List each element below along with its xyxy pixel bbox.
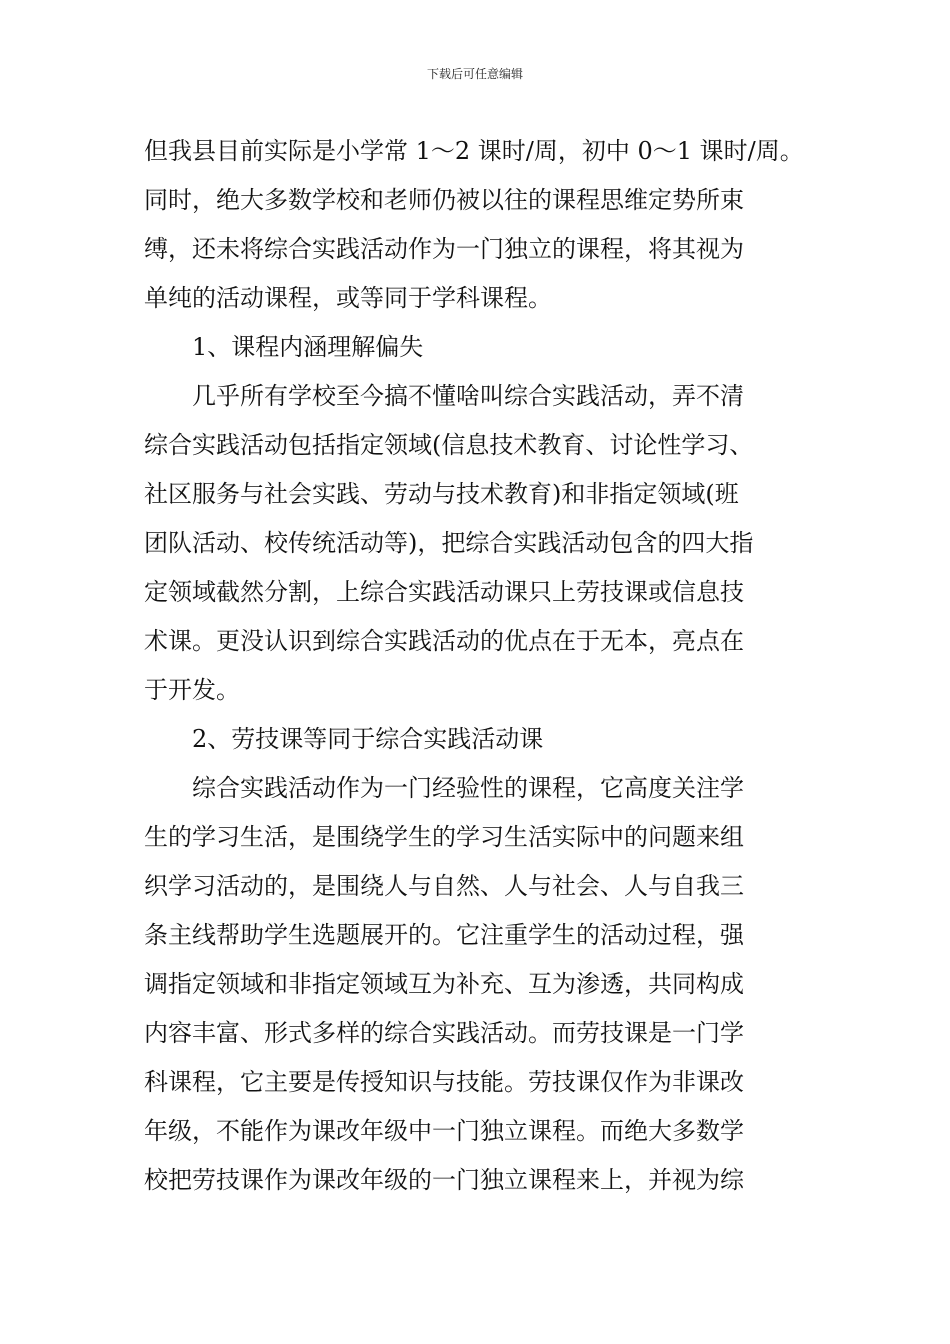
- text-line: 综合实践活动包括指定领域(信息技术教育、讨论性学习、: [144, 431, 754, 459]
- text-line: 校把劳技课作为课改年级的一门独立课程来上，并视为综: [144, 1166, 744, 1194]
- text-line: 同时，绝大多数学校和老师仍被以往的课程思维定势所束: [144, 186, 744, 214]
- page-header: 下载后可任意编辑: [426, 67, 523, 81]
- text-line: 术课。更没认识到综合实践活动的优点在于无本，亮点在: [144, 627, 744, 655]
- text-line: 几乎所有学校至今搞不懂啥叫综合实践活动，弄不清: [192, 382, 744, 410]
- text-line: 调指定领域和非指定领域互为补充、互为渗透，共同构成: [144, 970, 744, 998]
- text-line: 2、劳技课等同于综合实践活动课: [192, 725, 544, 753]
- text-line: 织学习活动的，是围绕人与自然、人与社会、人与自我三: [144, 872, 744, 900]
- text-line: 条主线帮助学生选题展开的。它注重学生的活动过程，强: [144, 921, 744, 949]
- text-line: 生的学习生活，是围绕学生的学习生活实际中的问题来组: [144, 823, 744, 851]
- text-line: 定领域截然分割，上综合实践活动课只上劳技课或信息技: [144, 578, 744, 606]
- text-line: 社区服务与社会实践、劳动与技术教育)和非指定领域(班: [144, 480, 739, 508]
- text-line: 1、课程内涵理解偏失: [192, 333, 424, 361]
- text-line: 科课程，它主要是传授知识与技能。劳技课仅作为非课改: [144, 1068, 744, 1096]
- text-line: 团队活动、校传统活动等)，把综合实践活动包含的四大指: [144, 529, 754, 557]
- text-line: 内容丰富、形式多样的综合实践活动。而劳技课是一门学: [144, 1019, 744, 1047]
- text-line: 综合实践活动作为一门经验性的课程，它高度关注学: [192, 774, 744, 802]
- text-line: 单纯的活动课程，或等同于学科课程。: [144, 284, 552, 312]
- text-line: 缚，还未将综合实践活动作为一门独立的课程，将其视为: [144, 235, 744, 263]
- text-line: 于开发。: [144, 676, 240, 704]
- text-line: 但我县目前实际是小学常 1～2 课时/周，初中 0～1 课时/周。: [144, 137, 804, 165]
- document-body: [144, 127, 844, 1205]
- text-line: 年级，不能作为课改年级中一门独立课程。而绝大多数学: [144, 1117, 744, 1145]
